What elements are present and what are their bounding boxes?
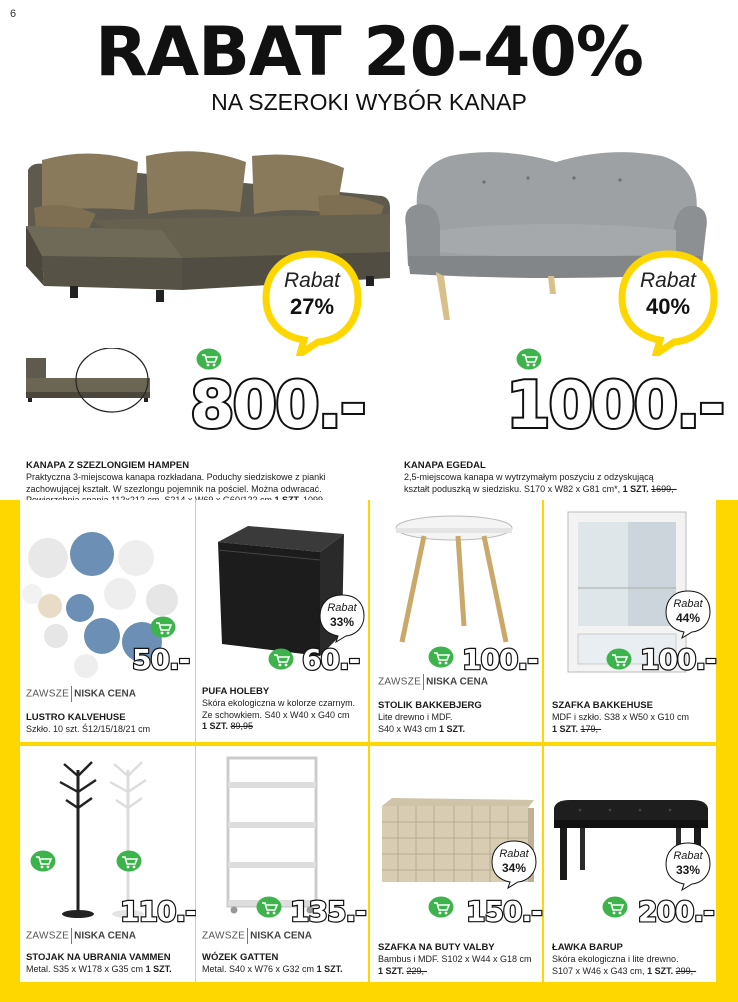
cart-icon — [428, 896, 454, 918]
product-desc: Skóra ekologiczna w kolorze czarnym. — [202, 698, 356, 708]
product-title: SZAFKA BAKKEHUSE — [552, 700, 653, 711]
product-desc: Szkło. 10 szt. Ś12/15/18/21 cm — [26, 724, 151, 734]
product-card-pufa — [196, 500, 368, 742]
product-card-szafka-bakkehuse — [544, 500, 716, 742]
trolley-image — [222, 754, 322, 914]
product-title: ŁAWKA BARUP — [552, 942, 623, 953]
discount-value: 40% — [645, 294, 691, 319]
unit: 1 SZT. — [622, 483, 649, 494]
subheadline: NA SZEROKI WYBÓR KANAP — [211, 89, 527, 115]
unit: 1 SZT. — [647, 965, 674, 976]
product-desc: Skóra ekologiczna i lite drewno. — [552, 954, 679, 964]
discount-label: Rabat — [283, 269, 341, 292]
product-info-egedal — [404, 460, 734, 495]
unit: 1 SZT. — [145, 964, 172, 974]
price-hampen: 800.- — [190, 369, 365, 443]
zawsze-niska-cena-badge: ZAWSZE NISKA CENA — [202, 928, 312, 944]
product-title: STOLIK BAKKEBJERG — [378, 700, 482, 711]
cart-icon — [602, 896, 628, 918]
product-card-lustro — [20, 500, 195, 742]
sofa-bed-thumbnail — [24, 348, 154, 420]
product-desc-line: kształt poduszką w siedzisku. S170 x W82 x G81 cm*, 1 SZT. 1699,- — [404, 483, 677, 494]
discount-burst: Rabat 33% — [662, 840, 714, 892]
product-grid — [0, 500, 738, 1002]
unit: 1 SZT. — [202, 721, 229, 731]
old-price: 229,- — [406, 965, 428, 976]
product-title: STOJAK NA UBRANIA VAMMEN — [26, 952, 171, 963]
cart-icon — [30, 850, 56, 872]
old-price: 89,95 — [230, 721, 254, 731]
product-card-stolik — [370, 500, 542, 742]
discount-label: Rabat — [639, 269, 697, 292]
product-desc-line: zachowującej kształt. W szezlongu pojemnik na pościel. Można odwracać. — [26, 483, 322, 494]
discount-burst: Rabat 33% — [316, 592, 368, 644]
discount-burst: Rabat 44% — [662, 588, 714, 640]
side-table-image — [394, 514, 516, 644]
unit: 1 SZT. — [439, 723, 466, 734]
price-egedal: 1000.- — [506, 369, 723, 443]
old-price: 1699,- — [651, 483, 677, 494]
discount-burst-egedal — [614, 248, 722, 356]
product-title: SZAFKA NA BUTY VALBY — [378, 942, 495, 953]
product-title: KANAPA Z SZEZLONGIEM HAMPEN — [26, 460, 190, 471]
product-card-stojak — [20, 746, 195, 982]
headline: RABAT 20-40% — [95, 13, 643, 92]
product-desc: S40 x W43 cm — [378, 723, 437, 734]
zawsze-niska-cena-badge: ZAWSZE NISKA CENA — [378, 674, 488, 690]
product-desc: S107 x W46 x G43 cm, — [552, 965, 645, 976]
price: 200.- — [638, 895, 714, 928]
product-desc: Metal. S35 x W178 x G35 cm — [26, 964, 144, 974]
old-price: 179,- — [580, 723, 602, 734]
product-card-szafka-valby — [370, 746, 542, 982]
unit: 1 SZT. — [316, 964, 343, 974]
cart-icon — [116, 850, 142, 872]
product-title: LUSTRO KALVEHUSE — [26, 712, 126, 723]
product-desc: Bambus i MDF. S102 x W44 x G18 cm — [378, 954, 532, 964]
product-desc: Ze schowkiem. S40 x W40 x G40 cm — [202, 709, 350, 720]
cart-icon — [196, 348, 222, 370]
price: 110.- — [120, 895, 196, 928]
product-title: PUFA HOLEBY — [202, 686, 270, 697]
cart-icon — [606, 648, 632, 670]
product-desc: Metal. S40 x W76 x G32 cm — [202, 964, 315, 974]
discount-burst-hampen — [258, 248, 366, 356]
product-desc: MDF i szkło. S38 x W50 x G10 cm — [552, 712, 690, 722]
product-card-wozek — [196, 746, 368, 982]
cart-icon — [256, 896, 282, 918]
price: 50.- — [132, 643, 190, 676]
cart-icon — [516, 348, 542, 370]
product-title: KANAPA EGEDAL — [404, 460, 486, 471]
price: 100.- — [640, 643, 716, 676]
zawsze-niska-cena-badge: ZAWSZE NISKA CENA — [26, 686, 136, 702]
product-desc-line: 2,5-miejscowa kanapa w wytrzymałym poszyciu z odzyskującą — [404, 472, 654, 482]
price: 60.- — [302, 643, 360, 676]
unit: 1 SZT. — [378, 965, 405, 976]
product-card-lawka — [544, 746, 716, 982]
unit: 1 SZT. — [552, 723, 579, 734]
price: 135.- — [290, 895, 366, 928]
zawsze-niska-cena-badge: ZAWSZE NISKA CENA — [26, 928, 136, 944]
price: 150.- — [466, 895, 542, 928]
product-desc: Lite drewno i MDF. — [378, 712, 453, 722]
product-desc-line: Praktyczna 3-miejscowa kanapa rozkładana. Poduchy siedziskowe z pianki — [26, 472, 326, 482]
cart-icon — [150, 616, 176, 638]
old-price: 299,- — [675, 965, 697, 976]
product-title: WÓZEK GATTEN — [202, 952, 279, 963]
cart-icon — [428, 646, 454, 668]
price: 100.- — [462, 643, 538, 676]
cart-icon — [268, 648, 294, 670]
page-number: 6 — [10, 8, 17, 20]
discount-value: 27% — [289, 294, 335, 319]
discount-burst: Rabat 34% — [488, 838, 540, 890]
